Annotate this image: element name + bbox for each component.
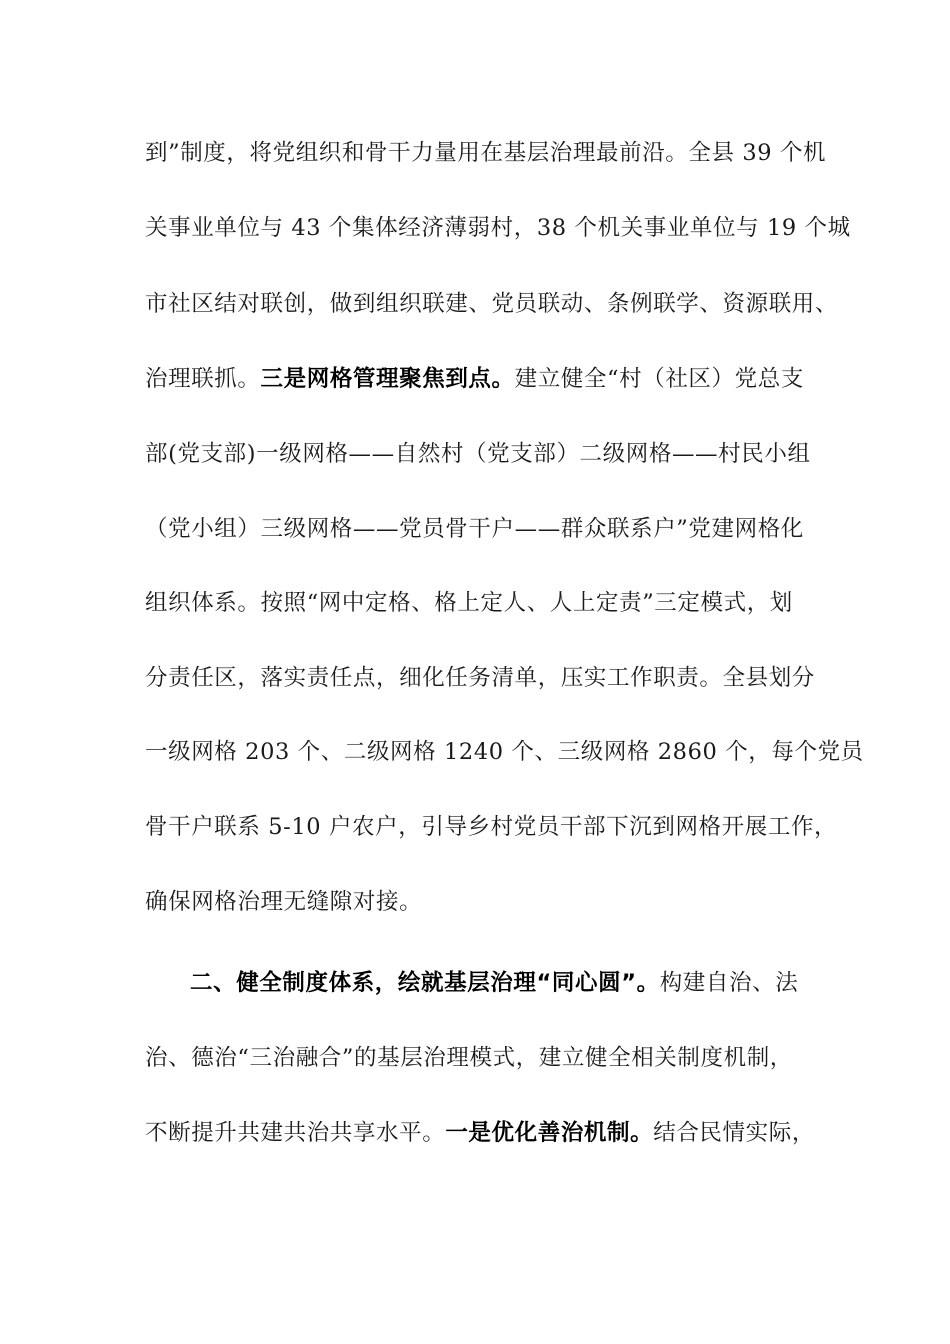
line-14-text-b: 结合民情实际， [653,1120,815,1146]
line-5-text: 部(党支部)一级网格——自然村（党支部）二级网格——村民小组 [145,441,811,467]
text-line-2 [145,208,851,248]
line-14-text-a: 不断提升共建共治共享水平。 [145,1120,446,1146]
line-1-text: 到”制度，将党组织和骨干力量用在基层治理最前沿。全县 39 个机 [145,140,827,166]
line-7-text: 组织体系。按照“网中定格、格上定人、人上定责”三定模式，划 [145,590,793,616]
line-4-text-b: 建立健全“村（社区）党总支 [514,366,804,392]
line-6-text: （党小组）三级网格——党员骨干户——群众联系户”党建网格化 [145,516,804,542]
text-line-13 [145,1038,815,1078]
text-line-8 [145,658,815,698]
line-2-text: 关事业单位与 43 个集体经济薄弱村，38 个机关事业单位与 19 个城 [145,215,851,241]
line-11-text: 确保网格治理无缝隙对接。 [145,889,423,915]
text-line-4 [145,359,815,399]
text-line-6 [145,509,815,549]
line-9-text: 一级网格 203 个、二级网格 1240 个、三级网格 2860 个，每个党员 [145,739,864,765]
text-line-9 [145,732,864,772]
line-10-text: 骨干户联系 5-10 户农户，引导乡村党员干部下沉到网格开展工作， [145,814,838,840]
line-4-text-a: 治理联抓。 [145,366,261,392]
line-4-bold-heading: 三是网格管理聚焦到点。 [260,366,515,392]
text-line-11 [145,882,815,922]
text-line-7 [145,583,815,623]
line-12-text: 构建自治、法 [659,970,799,996]
text-line-3 [145,284,839,324]
text-line-10 [145,807,838,847]
line-13-text: 治、德治“三治融合”的基层治理模式，建立健全相关制度机制， [145,1045,793,1071]
section-heading: 二、健全制度体系，绘就基层治理“同心圆”。 [190,970,660,996]
line-14-bold-heading: 一是优化善治机制。 [445,1120,654,1146]
line-3-text: 市社区结对联创，做到组织联建、党员联动、条例联学、资源联用、 [145,291,839,317]
text-line-14 [145,1113,815,1153]
text-line-12 [190,963,815,1003]
text-line-5 [145,434,815,474]
line-8-text: 分责任区，落实责任点，细化任务清单，压实工作职责。全县划分 [145,665,815,691]
text-line-1 [145,133,827,173]
